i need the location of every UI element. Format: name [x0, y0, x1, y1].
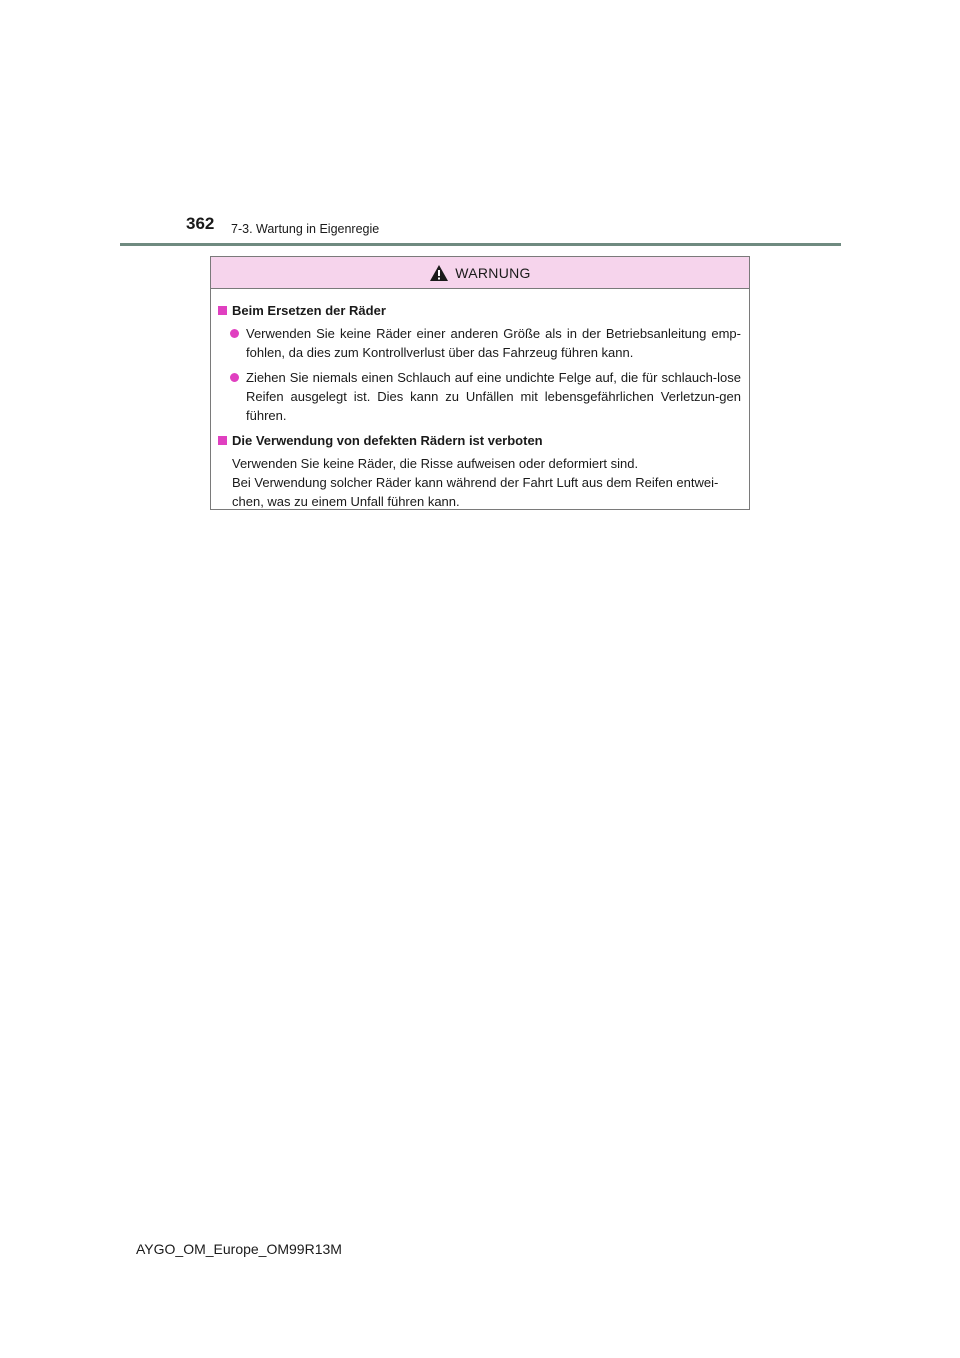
warning-header [211, 257, 749, 289]
warning-triangle-icon [429, 264, 449, 282]
document-code: AYGO_OM_Europe_OM99R13M [136, 1241, 342, 1257]
section-heading [218, 431, 741, 450]
list-item [218, 324, 741, 362]
header-divider [120, 243, 841, 246]
circle-bullet-icon [230, 373, 239, 382]
paragraph: Bei Verwendung solcher Räder kann während der Fahrt Luft aus dem Reifen entwei-chen, was zu einem Unfall führen kann. [232, 475, 719, 509]
list-item-text: Verwenden Sie keine Räder einer anderen Größe als in der Betriebsanleitung emp-fohlen, da dies zum Kontrollverlust über das Fahrzeug führen kann. [246, 326, 741, 360]
square-bullet-icon [218, 306, 227, 315]
square-bullet-icon [218, 436, 227, 445]
section-heading-text: Beim Ersetzen der Räder [232, 303, 386, 318]
warning-title: WARNUNG [455, 264, 531, 281]
warning-box [210, 256, 750, 510]
circle-bullet-icon [230, 329, 239, 338]
list-item [218, 368, 741, 425]
section-heading [218, 301, 741, 320]
section-title: 7-3. Wartung in Eigenregie [231, 222, 380, 236]
page-number: 362 [186, 214, 215, 233]
list-item-text: Ziehen Sie niemals einen Schlauch auf eine undichte Felge auf, die für schlauch-lose Reifen ausgelegt ist. Dies kann zu Unfällen mit lebensgefährlichen Verletzun-gen führen. [246, 370, 741, 423]
warning-body [211, 289, 749, 511]
section-heading-text: Die Verwendung von defekten Rädern ist verboten [232, 433, 543, 448]
paragraph: Verwenden Sie keine Räder, die Risse aufweisen oder deformiert sind. [232, 456, 639, 471]
